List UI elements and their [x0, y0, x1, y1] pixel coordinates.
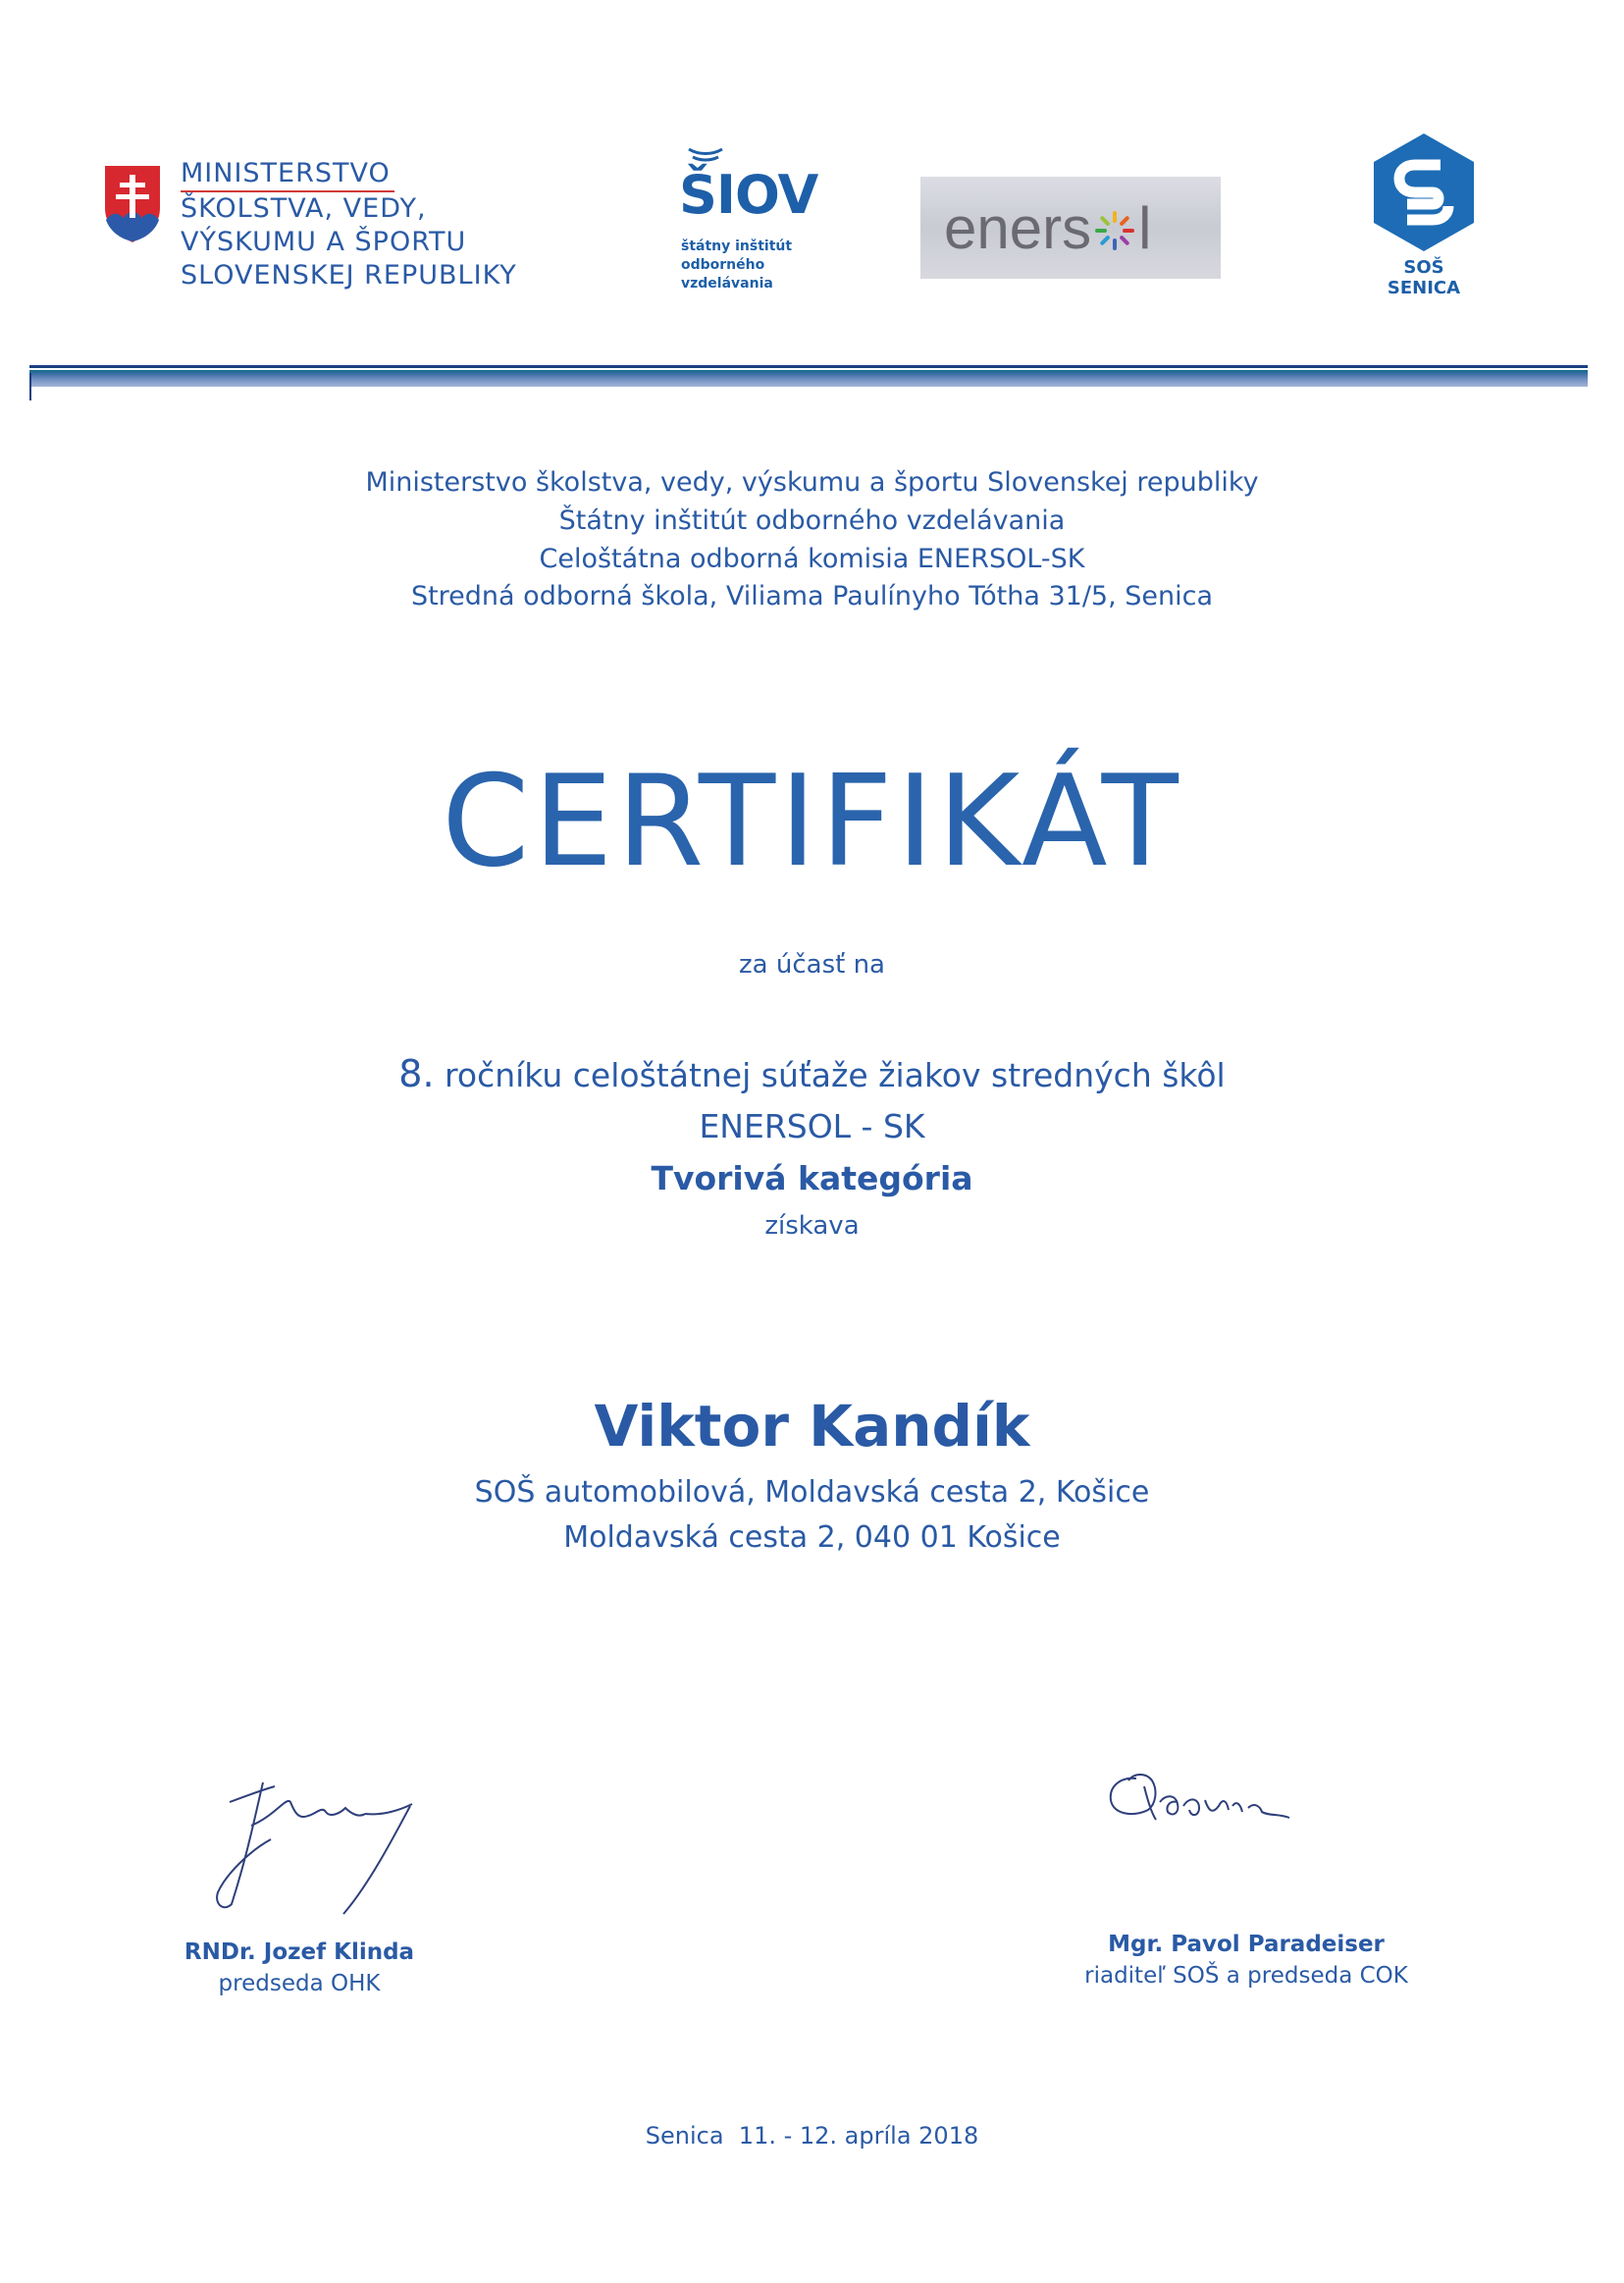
header-rule-tick [29, 373, 31, 400]
ministry-logo [102, 147, 517, 294]
ministry-line: SLOVENSKEJ REPUBLIKY [181, 260, 517, 291]
event-name: ENERSOL - SK [699, 1107, 925, 1145]
signature-paradeiser [1097, 1757, 1333, 1845]
for-participation-text: za účasť na [739, 950, 885, 980]
siov-subtitle-line: odborného [681, 257, 765, 273]
ministry-line: VÝSKUMU A ŠPORTU [181, 227, 467, 257]
siov-name: ŠIOV [679, 164, 818, 226]
issuer-line: Ministerstvo školstva, vedy, výskumu a športu Slovenskej republiky [365, 467, 1259, 498]
signatory-role: predseda OHK [218, 1971, 381, 1996]
signatory-name: Mgr. Pavol Paradeiser [1108, 1932, 1385, 1957]
header-rule [29, 365, 1588, 387]
signatory-name: RNDr. Jozef Klinda [183, 1939, 415, 1965]
event-line [0, 1052, 1624, 1095]
sos-senica-label: SOŠ SENICA [1387, 257, 1461, 298]
event-category: Tvorivá kategória [651, 1159, 973, 1197]
siov-subtitle [681, 238, 792, 293]
certificate-title: CERTIFIKÁT [442, 749, 1182, 895]
obtains-text: získava [764, 1211, 860, 1241]
place: Senica [645, 2122, 724, 2150]
enersol-wordmark [944, 194, 1151, 262]
issuer-line: Stredná odborná škola, Viliama Paulínyho Tótha 31/5, Senica [410, 581, 1214, 611]
issuer-line: Štátny inštitút odborného vzdelávania [558, 505, 1066, 536]
slovak-coat-of-arms-icon [102, 163, 163, 245]
siov-subtitle-line: štátny inštitút [681, 239, 793, 254]
event-description: ročníku celoštátnej súťaže žiakov stredných škôl [445, 1056, 1226, 1094]
siov-logo [677, 145, 824, 302]
date: 11. - 12. apríla 2018 [738, 2122, 979, 2150]
sos-senica-logo [1370, 132, 1478, 298]
signatory-right [1040, 1932, 1452, 1989]
ministry-line: ŠKOLSTVA, VEDY, [181, 193, 427, 224]
enersol-logo [920, 177, 1221, 279]
recipient-address: Moldavská cesta 2, 040 01 Košice [563, 1520, 1061, 1555]
signature-klinda [192, 1757, 428, 1924]
ministry-line: MINISTERSTVO [181, 157, 394, 192]
enersol-word-left: eners [944, 195, 1092, 261]
sun-icon [1093, 209, 1136, 252]
ministry-logo-text [181, 157, 517, 292]
recipient-school: SOŠ automobilová, Moldavská cesta 2, Košice [474, 1475, 1150, 1510]
sos-hexagon-icon [1370, 132, 1478, 253]
siov-subtitle-line: vzdelávania [681, 276, 773, 292]
place-date [0, 2122, 1624, 2150]
recipient-name: Viktor Kandík [594, 1393, 1030, 1460]
enersol-word-right: l [1138, 195, 1152, 261]
signatory-left [128, 1939, 471, 1996]
signatory-role: riaditeľ SOŠ a predseda COK [1084, 1963, 1408, 1989]
event-number: 8. [398, 1052, 435, 1095]
issuer-line: Celoštátna odborná komisia ENERSOL-SK [539, 544, 1085, 574]
